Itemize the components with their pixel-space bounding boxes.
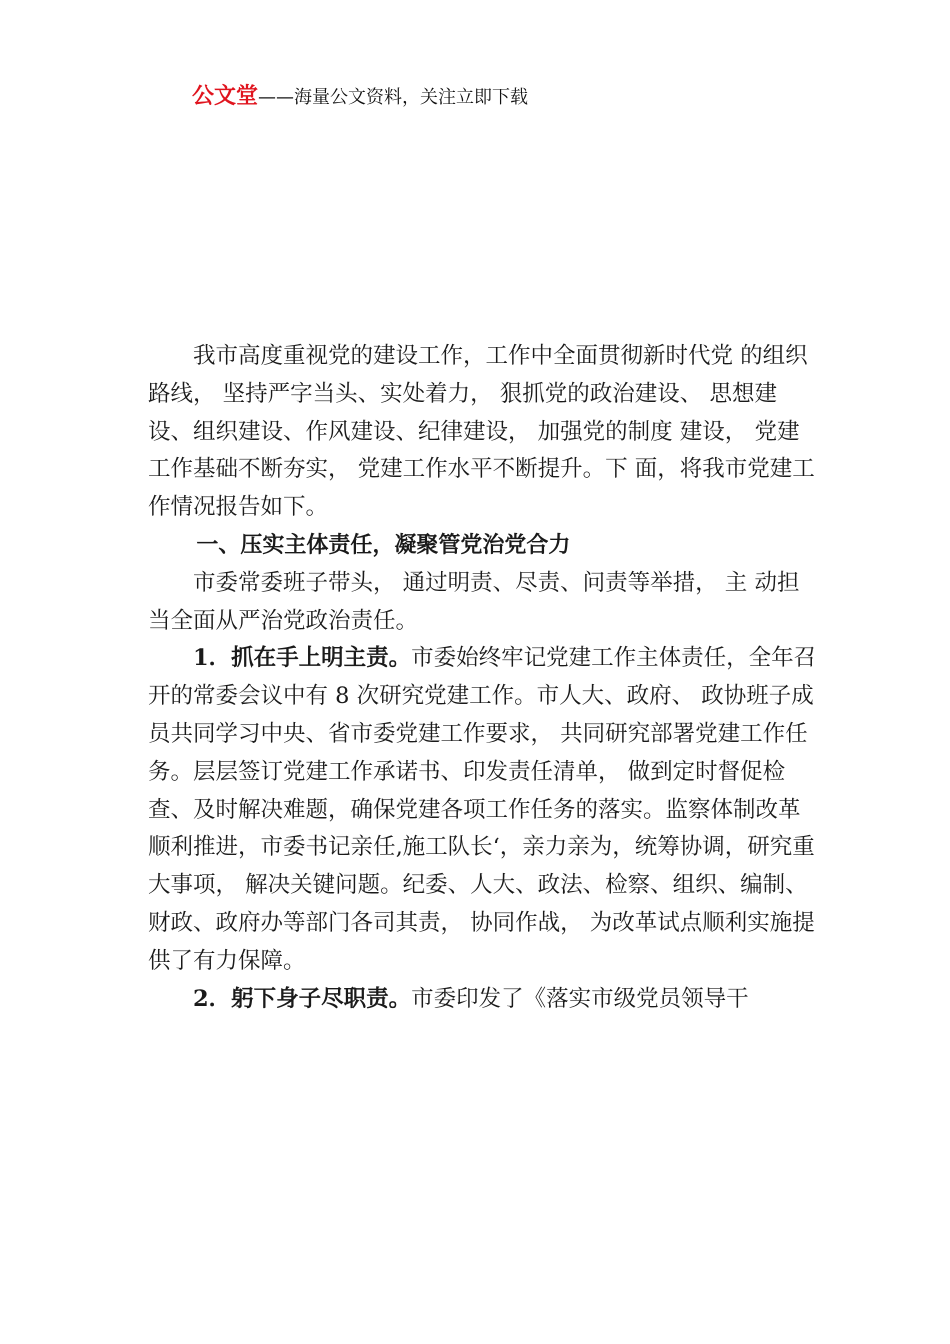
item-paragraph-1 (148, 640, 820, 980)
document-header (192, 82, 528, 113)
section-heading: 一、压实主体责任，凝聚管党治党合力 (196, 532, 571, 558)
item-lead-1: 1．抓在手上明主责。 (193, 645, 412, 672)
item-text-1: 市委始终牢记党建工作主体责任，全年召开的常委会议中有 8 次研究党建工作。市人大、政府、 政协班子成员共同学习中央、省市委党建工作要求， 共同研究部署党建工作任务。层层签订党建工作承诺书、印发责任清单， 做到定时督促检查、及时解决难题，确保党建各项工作任务的落实。监察体制改革顺利推进，市委书记亲任‚施工队长‘，亲力亲为，统筹协调，研究重大事项， 解决关键问题。纪委、人大、政法、检察、组织、编制、财政、政府办等部门各司其责， 协同作战， 为改革试点顺利实施提供了有力保障。 (148, 645, 817, 974)
section-intro-paragraph: 市委常委班子带头， 通过明责、尽责、问责等举措， 主 动担当全面从严治党政治责任。 (148, 569, 800, 634)
item-paragraph-2 (148, 981, 820, 1019)
item-text-2: 市委印发了《落实市级党员领导干 (411, 985, 749, 1012)
item-lead-2: 2．躬下身子尽职责。 (193, 985, 412, 1012)
document-body (148, 338, 820, 1018)
header-tagline: ——海量公文资料，关注立即下载 (258, 87, 529, 108)
brand-name: 公文堂 (192, 84, 259, 109)
intro-paragraph: 我市高度重视党的建设工作，工作中全面贯彻新时代党 的组织路线， 坚持严字当头、实处着力， 狠抓党的政治建设、 思想建设、组织建设、作风建设、纪律建设， 加强党的制度 建设， 党建工作基础不断夯实， 党建工作水平不断提升。下 面，将我市党建工作情况报告如下。 (148, 343, 815, 521)
